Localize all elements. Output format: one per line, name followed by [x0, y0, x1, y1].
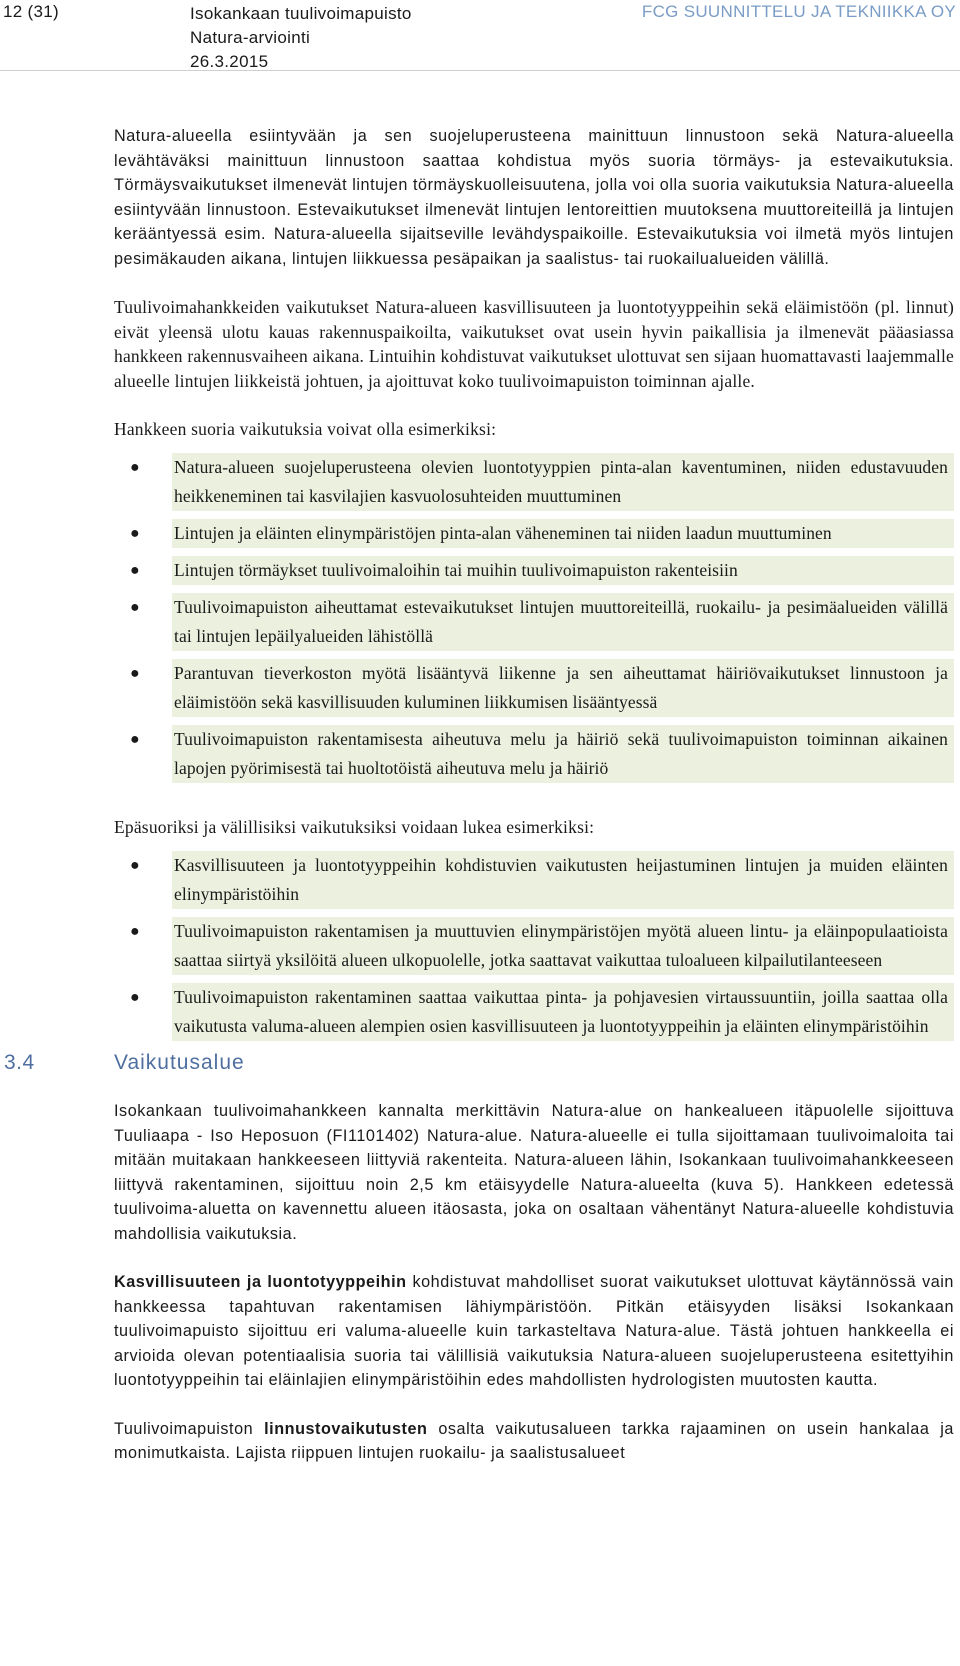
bullet-icon: ●	[130, 665, 140, 682]
bullet-icon: ●	[130, 731, 140, 748]
list-item: ● Parantuvan tieverkoston myötä lisääntyvä liikenne ja sen aiheuttamat häiriövaikutukset linnustoon ja eläimistöön sekä kasvillisuuden kuluminen liikkumisen lisääntyessä	[114, 659, 954, 717]
list-item: ● Lintujen ja eläinten elinympäristöjen pinta-alan väheneminen tai niiden laadun muuttuminen	[114, 519, 954, 548]
document-date: 26.3.2015	[190, 52, 269, 71]
section-title: Vaikutusalue	[114, 1051, 245, 1074]
bullet-icon: ●	[130, 459, 140, 476]
project-info	[190, 2, 412, 74]
list-item: ● Tuulivoimapuiston rakentamisen ja muuttuvien elinympäristöjen myötä alueen lintu- ja eläinpopulaatioista saattaa siirtyä yksilöitä alueen ulkopuolelle, jotka saattavat vaikuttaa tuloalueen kilpailutilanteeseen	[114, 917, 954, 975]
document-body	[4, 124, 954, 1466]
section-heading	[4, 1051, 954, 1085]
bullet-icon: ●	[130, 857, 140, 874]
bullet-icon: ●	[130, 923, 140, 940]
paragraph-vegetation-effects: Tuulivoimahankkeiden vaikutukset Natura-alueen kasvillisuuteen ja luontotyyppeihin sekä eläimistöön (pl. linnut) eivät yleensä ulotu kauas rakennuspaikoilta, vaikutukset ovat usein hyvin paikallisia ja ilmenevät pääasiassa hankkeen rakennusvaiheen aikana. Lintuihin kohdistuvat vaikutukset ulottuvat sen sijaan huomattavasti laajemmalle alueelle lintujen liikkeistä johtuen, ja ajoittuvat koko tuulivoimapuiston toiminnan ajalle.	[114, 297, 954, 391]
list-item: ● Kasvillisuuteen ja luontotyyppeihin kohdistuvien vaikutusten heijastuminen lintujen ja muiden eläinten elinympäristöihin	[114, 851, 954, 909]
bullet-icon: ●	[130, 599, 140, 616]
list-item: ● Lintujen törmäykset tuulivoimaloihin tai muihin tuulivoimapuiston rakenteisiin	[114, 556, 954, 585]
paragraph-natura-area: Isokankaan tuulivoimahankkeen kannalta merkittävin Natura-alue on hankealueen itäpuolelle sijoittuva Tuuliaapa - Iso Heposuon (FI1101402) Natura-alue. Natura-alueelle ei tulla sijoittamaan tuulivoimaloita tai mitään muitakaan hankkeeseen liittyviä rakenteita. Natura-alueen lähin, Isokankaan tuulivoimahankkeeseen liittyvä rakentaminen, sijoittuu noin 2,5 km etäisyydelle Natura-alueelta (kuva 5). Hankkeen edetessä tuulivoima-aluetta on kavennettu alueen itäosasta, joka on osaltaan vähentänyt Natura-alueelle kohdistuvia mahdollisia vaikutuksia.	[114, 1102, 954, 1243]
company-name: FCG SUUNNITTELU JA TEKNIIKKA OY	[641, 2, 956, 21]
direct-effects-list	[114, 453, 954, 783]
list-item: ● Natura-alueen suojeluperusteena olevien luontotyyppien pinta-alan kaventuminen, niiden edustavuuden heikkeneminen tai kasvilajien kasvuolosuhteiden muuttuminen	[114, 453, 954, 511]
list-item: ● Tuulivoimapuiston rakentaminen saattaa vaikuttaa pinta- ja pohjavesien virtaussuuntiin, joilla saattaa olla vaikutusta valuma-alueen alempien osien kasvillisuuteen ja luontotyyppeihin ja eläinten elinympäristöihin	[114, 983, 954, 1041]
list-item: ● Tuulivoimapuiston aiheuttamat estevaikutukset lintujen muuttoreiteillä, ruokailu- ja pesimäalueiden välillä tai lintujen lepäilyalueiden lähistöllä	[114, 593, 954, 651]
paragraph-collision-effects: Natura-alueella esiintyvään ja sen suojeluperusteena mainittuun linnustoon sekä Natura-alueella levähtäväksi mainittuun linnustoon saattaa kohdistua myös suoria törmäys- ja estevaikutuksia. Törmäysvaikutukset ilmenevät lintujen törmäyskuolleisuutena, jolla voi olla suoria vaikutuksia Natura-alueella esiintyvään linnustoon. Estevaikutukset ilmenevät lintujen lentoreittien muutoksena muuttoreiteillä ja lintujen kerääntyessä esim. Natura-alueella sijaitseville levähdyspaikoille. Estevaikutuksia voi ilmetä myös lintujen pesimäkauden aikana, lintujen liikkuessa pesäpaikan ja saalistus- tai ruokailualueiden välillä.	[114, 127, 954, 268]
indirect-effects-intro: Epäsuoriksi ja välillisiksi vaikutuksiksi voidaan lukea esimerkiksi:	[114, 817, 595, 837]
list-item: ● Tuulivoimapuiston rakentamisesta aiheutuva melu ja häiriö sekä tuulivoimapuiston toiminnan aikainen lapojen pyörimisestä tai huoltotöistä aiheutuva melu ja häiriö	[114, 725, 954, 783]
indirect-effects-list	[114, 851, 954, 1041]
bullet-icon: ●	[130, 562, 140, 579]
paragraph-bird-effects: Tuulivoimapuiston linnustovaikutusten osalta vaikutusalueen tarkka rajaaminen on usein hankalaa ja monimutkaista. Lajista riippuen lintujen ruokailu- ja saalistusalueet	[114, 1419, 954, 1462]
bullet-icon: ●	[130, 989, 140, 1006]
section-number: 3.4	[4, 1051, 35, 1074]
page-number: 12 (31)	[3, 2, 59, 21]
bullet-icon: ●	[130, 525, 140, 542]
paragraph-vegetation-habitats: Kasvillisuuteen ja luontotyyppeihin kohdistuvat mahdolliset suorat vaikutukset ulottuvat käytännössä vain hankkeessa tapahtuvan rakentamisen lähiympäristöön. Pitkän etäisyyden lisäksi Isokankaan tuulivoimapuisto sijoittuu eri valuma-alueelle kuin tarkasteltava Natura-alue. Tästä johtuen hankkeella ei arvioida olevan potentiaalisia suoria tai välillisiä vaikutuksia Natura-alueen suojeluperusteena esitettyihin luontotyyppeihin tai eläinlajien elinympäristöihin edes mahdollisten hydrologisten muutosten kautta.	[114, 1273, 954, 1389]
direct-effects-intro: Hankkeen suoria vaikutuksia voivat olla esimerkiksi:	[114, 419, 497, 439]
project-name: Isokankaan tuulivoimapuisto	[190, 4, 412, 23]
page-header	[0, 0, 960, 71]
document-type: Natura-arviointi	[190, 28, 311, 47]
